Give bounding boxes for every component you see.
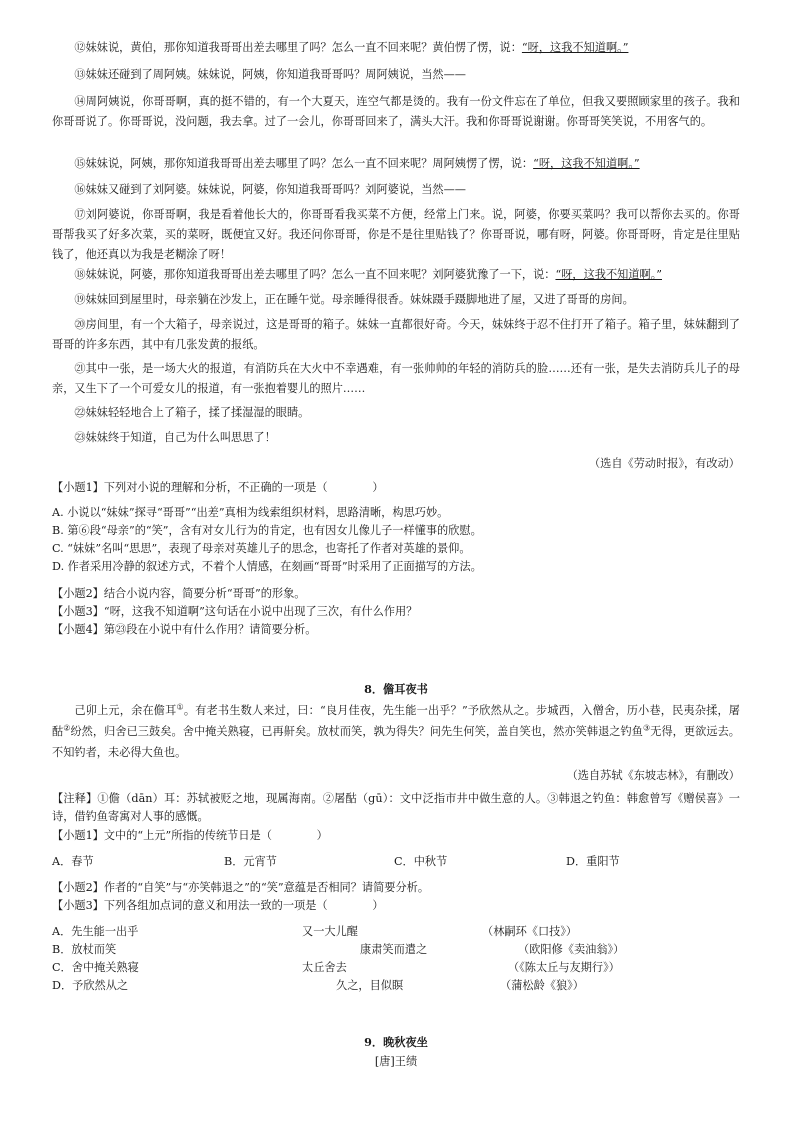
section-8-source: （选自苏轼《东坡志林》，有删改）	[566, 769, 740, 782]
s8-q3-row-b-src: （欧阳修《卖油翁》）	[518, 943, 625, 956]
paragraph-22: ㉒妹妹轻轻地合上了箱子，揉了揉湿湿的眼睛。	[74, 406, 310, 419]
paragraph-18	[52, 265, 740, 285]
s8-q3-row-d-src: （蒲松龄《狼》）	[500, 979, 584, 992]
question-3: 【小题3】“呀，这我不知道啊”这句话在小说中出现了三次，有什么作用？	[52, 605, 418, 618]
question-2: 【小题2】结合小说内容，简要分析“哥哥”的形象。	[52, 587, 306, 600]
paragraph-21: ㉑其中一张，是一场大火的报道，有消防兵在大火中不幸遇难，有一张帅帅的年轻的消防兵的脸……还有一张，是失去消防兵儿子的母亲，又生下了一个可爱女儿的报道，有一张抱着婴儿的照片……	[52, 362, 740, 395]
option-d: D. 作者采用冷静的叙述方式，不着个人情感，在刻画“哥哥”时采用了正面描写的方法。	[52, 560, 482, 573]
note-marker-3: ③	[643, 723, 651, 733]
question-1: 【小题1】下列对小说的理解和分析，不正确的一项是（ ）	[52, 481, 384, 494]
s8-q3-row-a-mid: 又一大儿醒	[302, 925, 358, 938]
option-c: C. “妹妹”名叫“思思”，表现了母亲对英雄儿子的思念，也寄托了作者对英雄的景仰。	[52, 542, 471, 555]
story-source: （选自《劳动时报》，有改动）	[588, 457, 740, 470]
s8-question-1: 【小题1】文中的“上元”所指的传统节日是（ ）	[52, 829, 328, 842]
s8-q3-row-b-mid: 康肃笑而遣之	[360, 943, 428, 956]
s8-q3-row-c-mid: 太丘舍去	[302, 961, 347, 974]
text-part-d: 无得，更欲远去。不知钓者，未必得大鱼也。	[52, 725, 740, 759]
option-a: A. 小说以“妹妹”探寻“哥哥”“出差”真相为线索组织材料，思路清晰，构思巧妙。	[52, 506, 449, 519]
paragraph-12-quote: “呀，这我不知道啊。”	[521, 41, 629, 54]
paragraph-20: ⑳房间里，有一个大箱子，母亲说过，这是哥哥的箱子。妹妹一直都很好奇。今天，妹妹终于忍不住打开了箱子。箱子里，妹妹翻到了哥哥的许多东西，其中有几张发黄的报纸。	[52, 318, 740, 351]
paragraph-14: ⑭周阿姨说，你哥哥啊，真的挺不错的，有一个大夏天，连空气都是烫的。我有一份文件忘在了单位，但我又要照顾家里的孩子。我和你哥哥说了。你哥哥说，没问题，我去拿。过了一会儿，你哥哥回来了，满头大汗。我和你哥哥说谢谢。你哥哥笑笑说，不用客气的。	[52, 95, 740, 128]
paragraph-17: ⑰刘阿婆说，你哥哥啊，我是看着他长大的，你哥哥看我买菜不方便，经常上门来。说，阿婆，你要买菜吗？我可以帮你去买的。你哥哥帮我买了好多次菜，买的菜呀，既便宜又好。我还问你哥哥，你是不是往里贴钱了？你哥哥说，哪有呀，阿婆。你哥哥呀，肯定是往里贴钱了，他还真以为我是老糊涂了呀！	[52, 208, 740, 261]
question-4: 【小题4】第㉓段在小说中有什么作用？请简要分析。	[52, 623, 317, 636]
s8-q3-row-d-mid: 久之，目似瞑	[336, 979, 404, 992]
paragraph-23: ㉓妹妹终于知道，自己为什么叫思思了！	[74, 431, 276, 444]
paragraph-15	[52, 154, 740, 174]
paragraph-15-text: ⑮妹妹说，阿姨，那你知道我哥哥出差去哪里了吗？怎么一直不回来呢？周阿姨愣了愣，说：	[74, 157, 534, 170]
note-marker-1: ①	[176, 702, 184, 712]
option-b: B. 第⑥段“母亲”的“笑”，含有对女儿行为的肯定，也有因女儿像儿子一样懂事的欣慰。	[52, 524, 482, 537]
paragraph-13: ⑬妹妹还碰到了周阿姨。妹妹说，阿姨，你知道我哥哥吗？周阿姨说，当然——	[74, 68, 466, 81]
s8-q1-option-d: D．重阳节	[566, 855, 620, 868]
paragraph-16: ⑯妹妹又碰到了刘阿婆。妹妹说，阿婆，你知道我哥哥吗？刘阿婆说，当然——	[74, 183, 466, 196]
s8-q1-option-a: A．春节	[52, 855, 94, 868]
paragraph-18-text: ⑱妹妹说，阿婆，那你知道我哥哥出差去哪里了吗？怎么一直不回来呢？刘阿婆犹豫了一下，说：	[74, 268, 556, 281]
s8-q3-row-d-left: D．予欣然从之	[52, 979, 129, 992]
section-8-title: 8．儋耳夜书	[364, 682, 428, 696]
s8-question-3: 【小题3】下列各组加点词的意义和用法一致的一项是（ ）	[52, 899, 384, 912]
section-8-notes: 【注释】①儋（dān）耳：苏轼被贬之地，现属海南。②屠酤（gū）：文中泛指市井中做生意的人。③韩退之钓鱼：韩愈曾写《赠侯喜》一诗，借钓鱼寄寓对人事的感慨。	[52, 792, 740, 823]
text-part-a: 己卯上元，余在儋耳	[74, 704, 177, 717]
s8-q3-row-a-left: A．先生能一出乎	[52, 925, 139, 938]
s8-q1-option-c: C．中秋节	[394, 855, 448, 868]
paragraph-12-text: ⑫妹妹说，黄伯，那你知道我哥哥出差去哪里了吗？怎么一直不回来呢？黄伯愣了愣，说：	[74, 41, 522, 54]
note-marker-2: ②	[63, 723, 71, 733]
paragraph-18-quote: “呀，这我不知道啊。”	[555, 268, 662, 281]
section-9-author: [唐]王绩	[374, 1055, 418, 1068]
section-9-title: 9．晚秋夜坐	[364, 1035, 428, 1049]
section-8-text	[52, 700, 740, 763]
s8-q3-row-b-left: B．放杖而笑	[52, 943, 117, 956]
s8-q1-option-b: B．元宵节	[224, 855, 277, 868]
paragraph-12	[52, 38, 740, 58]
paragraph-19: ⑲妹妹回到屋里时，母亲躺在沙发上，正在睡午觉。母亲睡得很香。妹妹蹑手蹑脚地进了屋，又进了哥哥的房间。	[74, 293, 634, 306]
s8-question-2: 【小题2】作者的“自笑”与“亦笑韩退之”的“笑”意蕴是否相同？请简要分析。	[52, 881, 430, 894]
s8-q3-row-c-src: （《陈太丘与友期行》）	[508, 961, 620, 974]
paragraph-15-quote: “呀，这我不知道啊。”	[533, 157, 640, 170]
text-part-c: 纷然，归舍已三鼓矣。舍中掩关熟寝，已再鼾矣。放杖而笑，孰为得失？问先生何笑，盖自笑也，然亦笑韩退之钓鱼	[70, 725, 643, 738]
text-part-b: 。有老书生数人来过，曰：“良月佳夜，先生能一出乎？”予欣然从之。步城西，入僧舍，历小巷，民夷杂揉，屠酤	[52, 704, 740, 738]
s8-q3-row-a-src: （林嗣环《口技》）	[482, 925, 578, 938]
s8-q3-row-c-left: C．舍中掩关熟寝	[52, 961, 139, 974]
